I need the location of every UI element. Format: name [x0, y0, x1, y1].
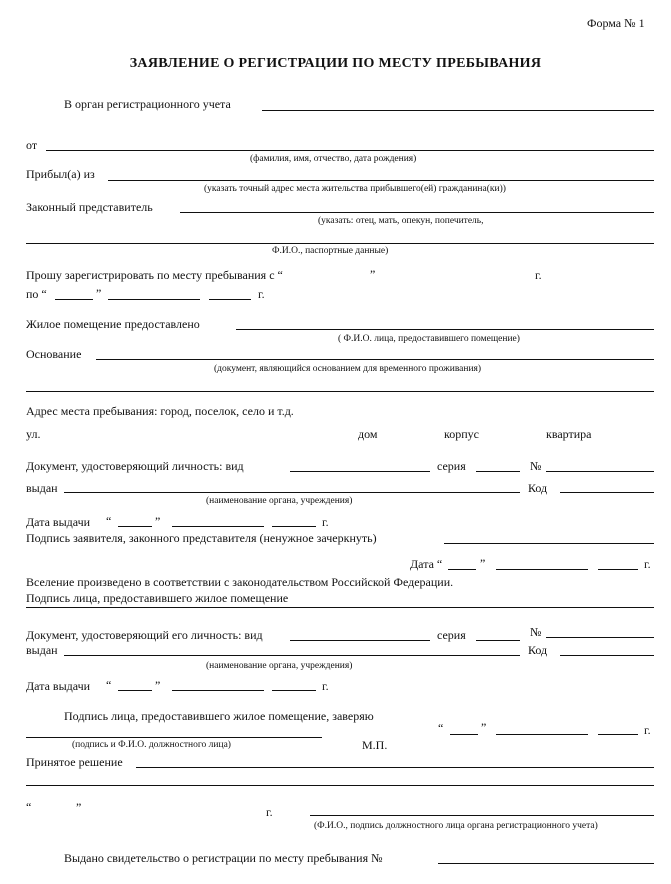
basis-field-2[interactable] — [26, 391, 654, 392]
form-number: Форма № 1 — [587, 16, 645, 30]
applicant-date-label: Дата “ — [410, 557, 443, 571]
housing-provider-hint: ( Ф.И.О. лица, предоставившего помещение) — [338, 334, 520, 344]
legal-rep-field[interactable] — [180, 212, 654, 213]
certify-month-field[interactable] — [496, 734, 588, 735]
to-organ-field[interactable] — [262, 110, 654, 111]
certificate-number-field[interactable] — [438, 863, 654, 864]
applicant-date-year: г. — [644, 557, 651, 571]
id-his-series-label: серия — [437, 628, 466, 642]
issue-day-field[interactable] — [118, 526, 152, 527]
decision-open-quote: “ — [26, 800, 32, 814]
official-sign-field[interactable] — [26, 737, 322, 738]
arrived-from-label: Прибыл(а) из — [26, 167, 95, 181]
id-series-label: серия — [437, 459, 466, 473]
request-quote-close: ” — [370, 267, 376, 281]
certify-day-field[interactable] — [450, 734, 478, 735]
issue-his-year-field[interactable] — [272, 690, 316, 691]
code-his-label: Код — [528, 643, 548, 657]
apartment-label: квартира — [546, 427, 592, 441]
issuer-his-hint: (наименование органа, учреждения) — [206, 661, 353, 671]
po-quote-close: ” — [96, 286, 102, 300]
basis-hint: (документ, являющийся основанием для временного проживания) — [214, 364, 482, 374]
decision-field-2[interactable] — [26, 785, 654, 786]
legal-rep-field-2[interactable] — [26, 243, 654, 244]
decision-field[interactable] — [136, 767, 654, 768]
id-his-series-field[interactable] — [476, 640, 520, 641]
house-label: дом — [358, 427, 378, 441]
issue-date-close-quote: ” — [155, 514, 161, 528]
applicant-sign-label: Подпись заявителя, законного представителя (ненужное зачеркнуть) — [26, 531, 377, 545]
legal-rep-label: Законный представитель — [26, 200, 153, 214]
issue-his-month-field[interactable] — [172, 690, 264, 691]
applicant-sign-field[interactable] — [444, 543, 654, 544]
id-doc-his-label: Документ, удостоверяющий его личность: вид — [26, 628, 263, 642]
id-series-field[interactable] — [476, 471, 520, 472]
certify-text: Подпись лица, предоставившего жилое помещение, заверяю — [64, 709, 374, 723]
address-label: Адрес места пребывания: город, поселок, село и т.д. — [26, 404, 294, 418]
certify-open-quote: “ — [438, 721, 444, 735]
issued-label: выдан — [26, 481, 58, 495]
code-field[interactable] — [560, 492, 654, 493]
issue-date-his-open-quote: “ — [106, 678, 112, 692]
issued-his-field[interactable] — [64, 655, 520, 656]
id-number-field[interactable] — [546, 471, 654, 472]
id-his-number-field[interactable] — [546, 637, 654, 638]
fio-passport-hint: Ф.И.О., паспортные данные) — [272, 246, 389, 256]
applicant-date-month-field[interactable] — [496, 569, 588, 570]
certify-close-quote: ” — [481, 720, 487, 734]
arrived-from-field[interactable] — [108, 180, 654, 181]
issue-date-label: Дата выдачи — [26, 515, 91, 529]
issue-date-his-label: Дата выдачи — [26, 679, 91, 693]
po-year: г. — [258, 287, 265, 301]
id-doc-type-field[interactable] — [290, 471, 430, 472]
id-his-number-sign: № — [530, 625, 542, 639]
id-number-sign: № — [530, 459, 542, 473]
provider-sign-label: Подпись лица, предоставившего жилое помещение — [26, 591, 289, 605]
registrar-hint: (Ф.И.О., подпись должностного лица органа регистрационного учета) — [314, 821, 598, 831]
decision-label: Принятое решение — [26, 755, 123, 769]
settled-text: Вселение произведено в соответствии с законодательством Российской Федерации. — [26, 575, 454, 589]
issuer-hint: (наименование органа, учреждения) — [206, 496, 353, 506]
document-title: ЗАЯВЛЕНИЕ О РЕГИСТРАЦИИ ПО МЕСТУ ПРЕБЫВАНИЯ — [129, 56, 542, 71]
applicant-date-close-quote: ” — [480, 556, 486, 570]
po-year-field[interactable] — [209, 299, 251, 300]
arrived-hint: (указать точный адрес места жительства прибывшего(ей) гражданина(ки)) — [204, 184, 506, 194]
po-label: по “ — [26, 287, 47, 301]
official-sign-hint: (подпись и Ф.И.О. должностного лица) — [72, 740, 231, 750]
issued-field[interactable] — [64, 492, 520, 493]
certify-year-field[interactable] — [598, 734, 638, 735]
po-month-field[interactable] — [108, 299, 200, 300]
provider-sign-field[interactable] — [26, 607, 654, 608]
code-his-field[interactable] — [560, 655, 654, 656]
request-register-label: Прошу зарегистрировать по месту пребывания с “ — [26, 268, 283, 282]
issue-date-his-close-quote: ” — [155, 678, 161, 692]
po-day-field[interactable] — [55, 299, 93, 300]
issue-his-year: г. — [322, 679, 329, 693]
registrar-sign-field[interactable] — [310, 815, 654, 816]
decision-close-quote: ” — [76, 800, 82, 814]
from-label: от — [26, 138, 38, 152]
issue-month-field[interactable] — [172, 526, 264, 527]
from-hint: (фамилия, имя, отчество, дата рождения) — [250, 154, 417, 164]
issue-year-field[interactable] — [272, 526, 316, 527]
building-label: корпус — [444, 427, 479, 441]
id-doc-his-type-field[interactable] — [290, 640, 430, 641]
street-label: ул. — [26, 427, 41, 441]
legal-rep-hint: (указать: отец, мать, опекун, попечитель, — [318, 216, 484, 226]
decision-year: г. — [266, 805, 273, 819]
request-year: г. — [535, 268, 542, 282]
issue-year: г. — [322, 515, 329, 529]
certificate-issued-label: Выдано свидетельство о регистрации по месту пребывания № — [64, 851, 383, 865]
issued-his-label: выдан — [26, 643, 58, 657]
issue-his-day-field[interactable] — [118, 690, 152, 691]
issue-date-open-quote: “ — [106, 514, 112, 528]
applicant-date-day-field[interactable] — [448, 569, 476, 570]
basis-field[interactable] — [96, 359, 654, 360]
code-label: Код — [528, 481, 548, 495]
from-field[interactable] — [46, 150, 654, 151]
housing-provided-field[interactable] — [236, 329, 654, 330]
to-organ-label: В орган регистрационного учета — [64, 97, 231, 111]
certify-year: г. — [644, 723, 651, 737]
stamp-place: М.П. — [362, 738, 388, 752]
basis-label: Основание — [26, 347, 82, 361]
applicant-date-year-field[interactable] — [598, 569, 638, 570]
housing-provided-label: Жилое помещение предоставлено — [26, 317, 200, 331]
id-doc-label: Документ, удостоверяющий личность: вид — [26, 459, 244, 473]
